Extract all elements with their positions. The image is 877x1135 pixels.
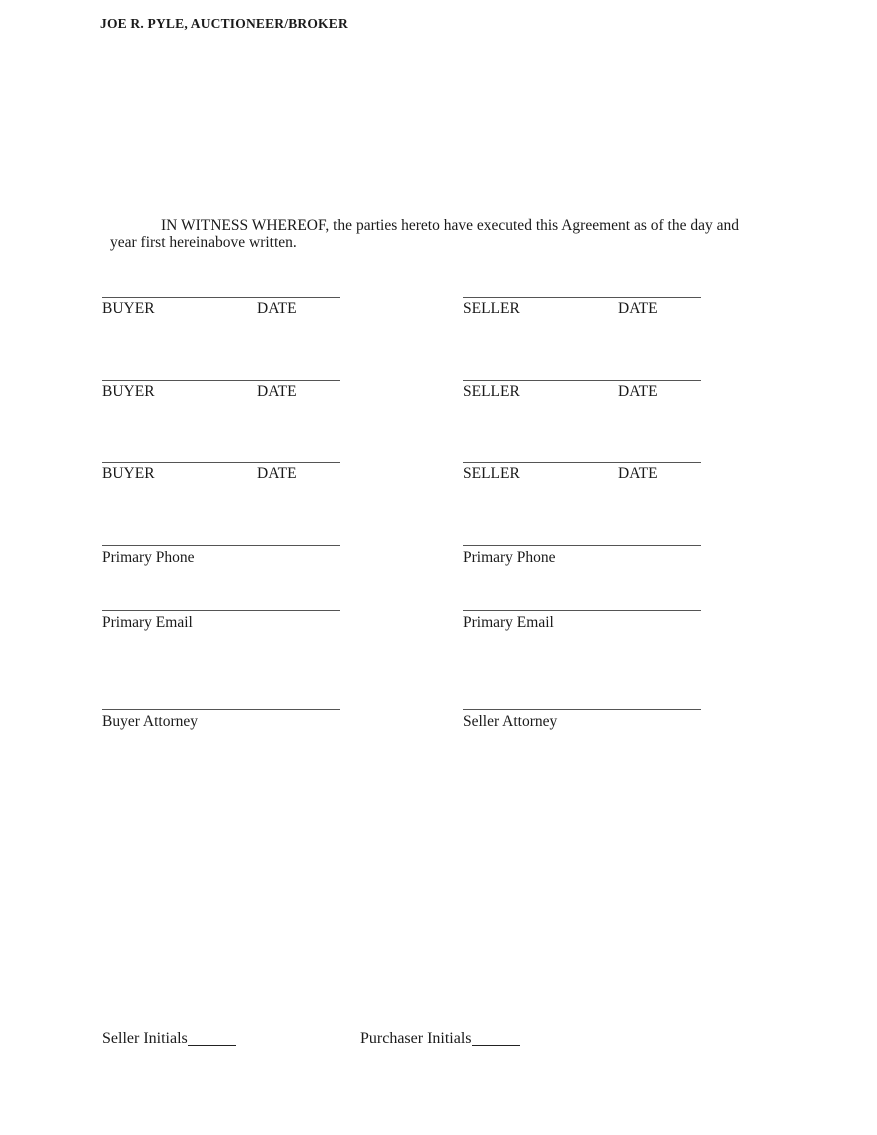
document-header-title: JOE R. PYLE, AUCTIONEER/BROKER <box>100 16 348 31</box>
seller-label: SELLER <box>463 300 520 317</box>
seller-primary-phone-block <box>463 545 701 566</box>
date-label: DATE <box>257 465 297 482</box>
seller-primary-email-block <box>463 610 701 631</box>
seller-initials-group <box>102 1030 236 1048</box>
buyer-primary-phone-block <box>102 545 340 566</box>
primary-email-label: Primary Email <box>102 614 193 631</box>
date-label: DATE <box>257 300 297 317</box>
primary-email-label: Primary Email <box>463 614 554 631</box>
seller-signature-block <box>463 297 701 317</box>
primary-phone-label: Primary Phone <box>463 549 556 566</box>
footer-initials-row <box>0 1030 877 1054</box>
buyer-label: BUYER <box>102 465 155 482</box>
date-label: DATE <box>618 465 658 482</box>
seller-attorney-label: Seller Attorney <box>463 713 558 730</box>
seller-signature-block <box>463 462 701 482</box>
seller-label: SELLER <box>463 383 520 400</box>
buyer-attorney-label: Buyer Attorney <box>102 713 198 730</box>
purchaser-initials-group <box>360 1030 520 1048</box>
buyer-label: BUYER <box>102 300 155 317</box>
purchaser-initials-blank-line <box>472 1030 520 1046</box>
witness-whereof-paragraph: IN WITNESS WHEREOF, the parties hereto have executed this Agreement as of the day and year first hereinabove written. <box>110 217 739 251</box>
seller-initials-label: Seller Initials <box>102 1030 188 1047</box>
buyer-primary-email-block <box>102 610 340 631</box>
seller-attorney-block <box>463 709 701 730</box>
seller-signature-block <box>463 380 701 400</box>
date-label: DATE <box>257 383 297 400</box>
buyer-signature-block <box>102 380 340 400</box>
buyer-attorney-block <box>102 709 340 730</box>
date-label: DATE <box>618 300 658 317</box>
buyer-signature-block <box>102 297 340 317</box>
seller-label: SELLER <box>463 465 520 482</box>
buyer-signature-block <box>102 462 340 482</box>
buyer-label: BUYER <box>102 383 155 400</box>
date-label: DATE <box>618 383 658 400</box>
seller-initials-blank-line <box>188 1030 236 1046</box>
purchaser-initials-label: Purchaser Initials <box>360 1030 472 1047</box>
primary-phone-label: Primary Phone <box>102 549 195 566</box>
